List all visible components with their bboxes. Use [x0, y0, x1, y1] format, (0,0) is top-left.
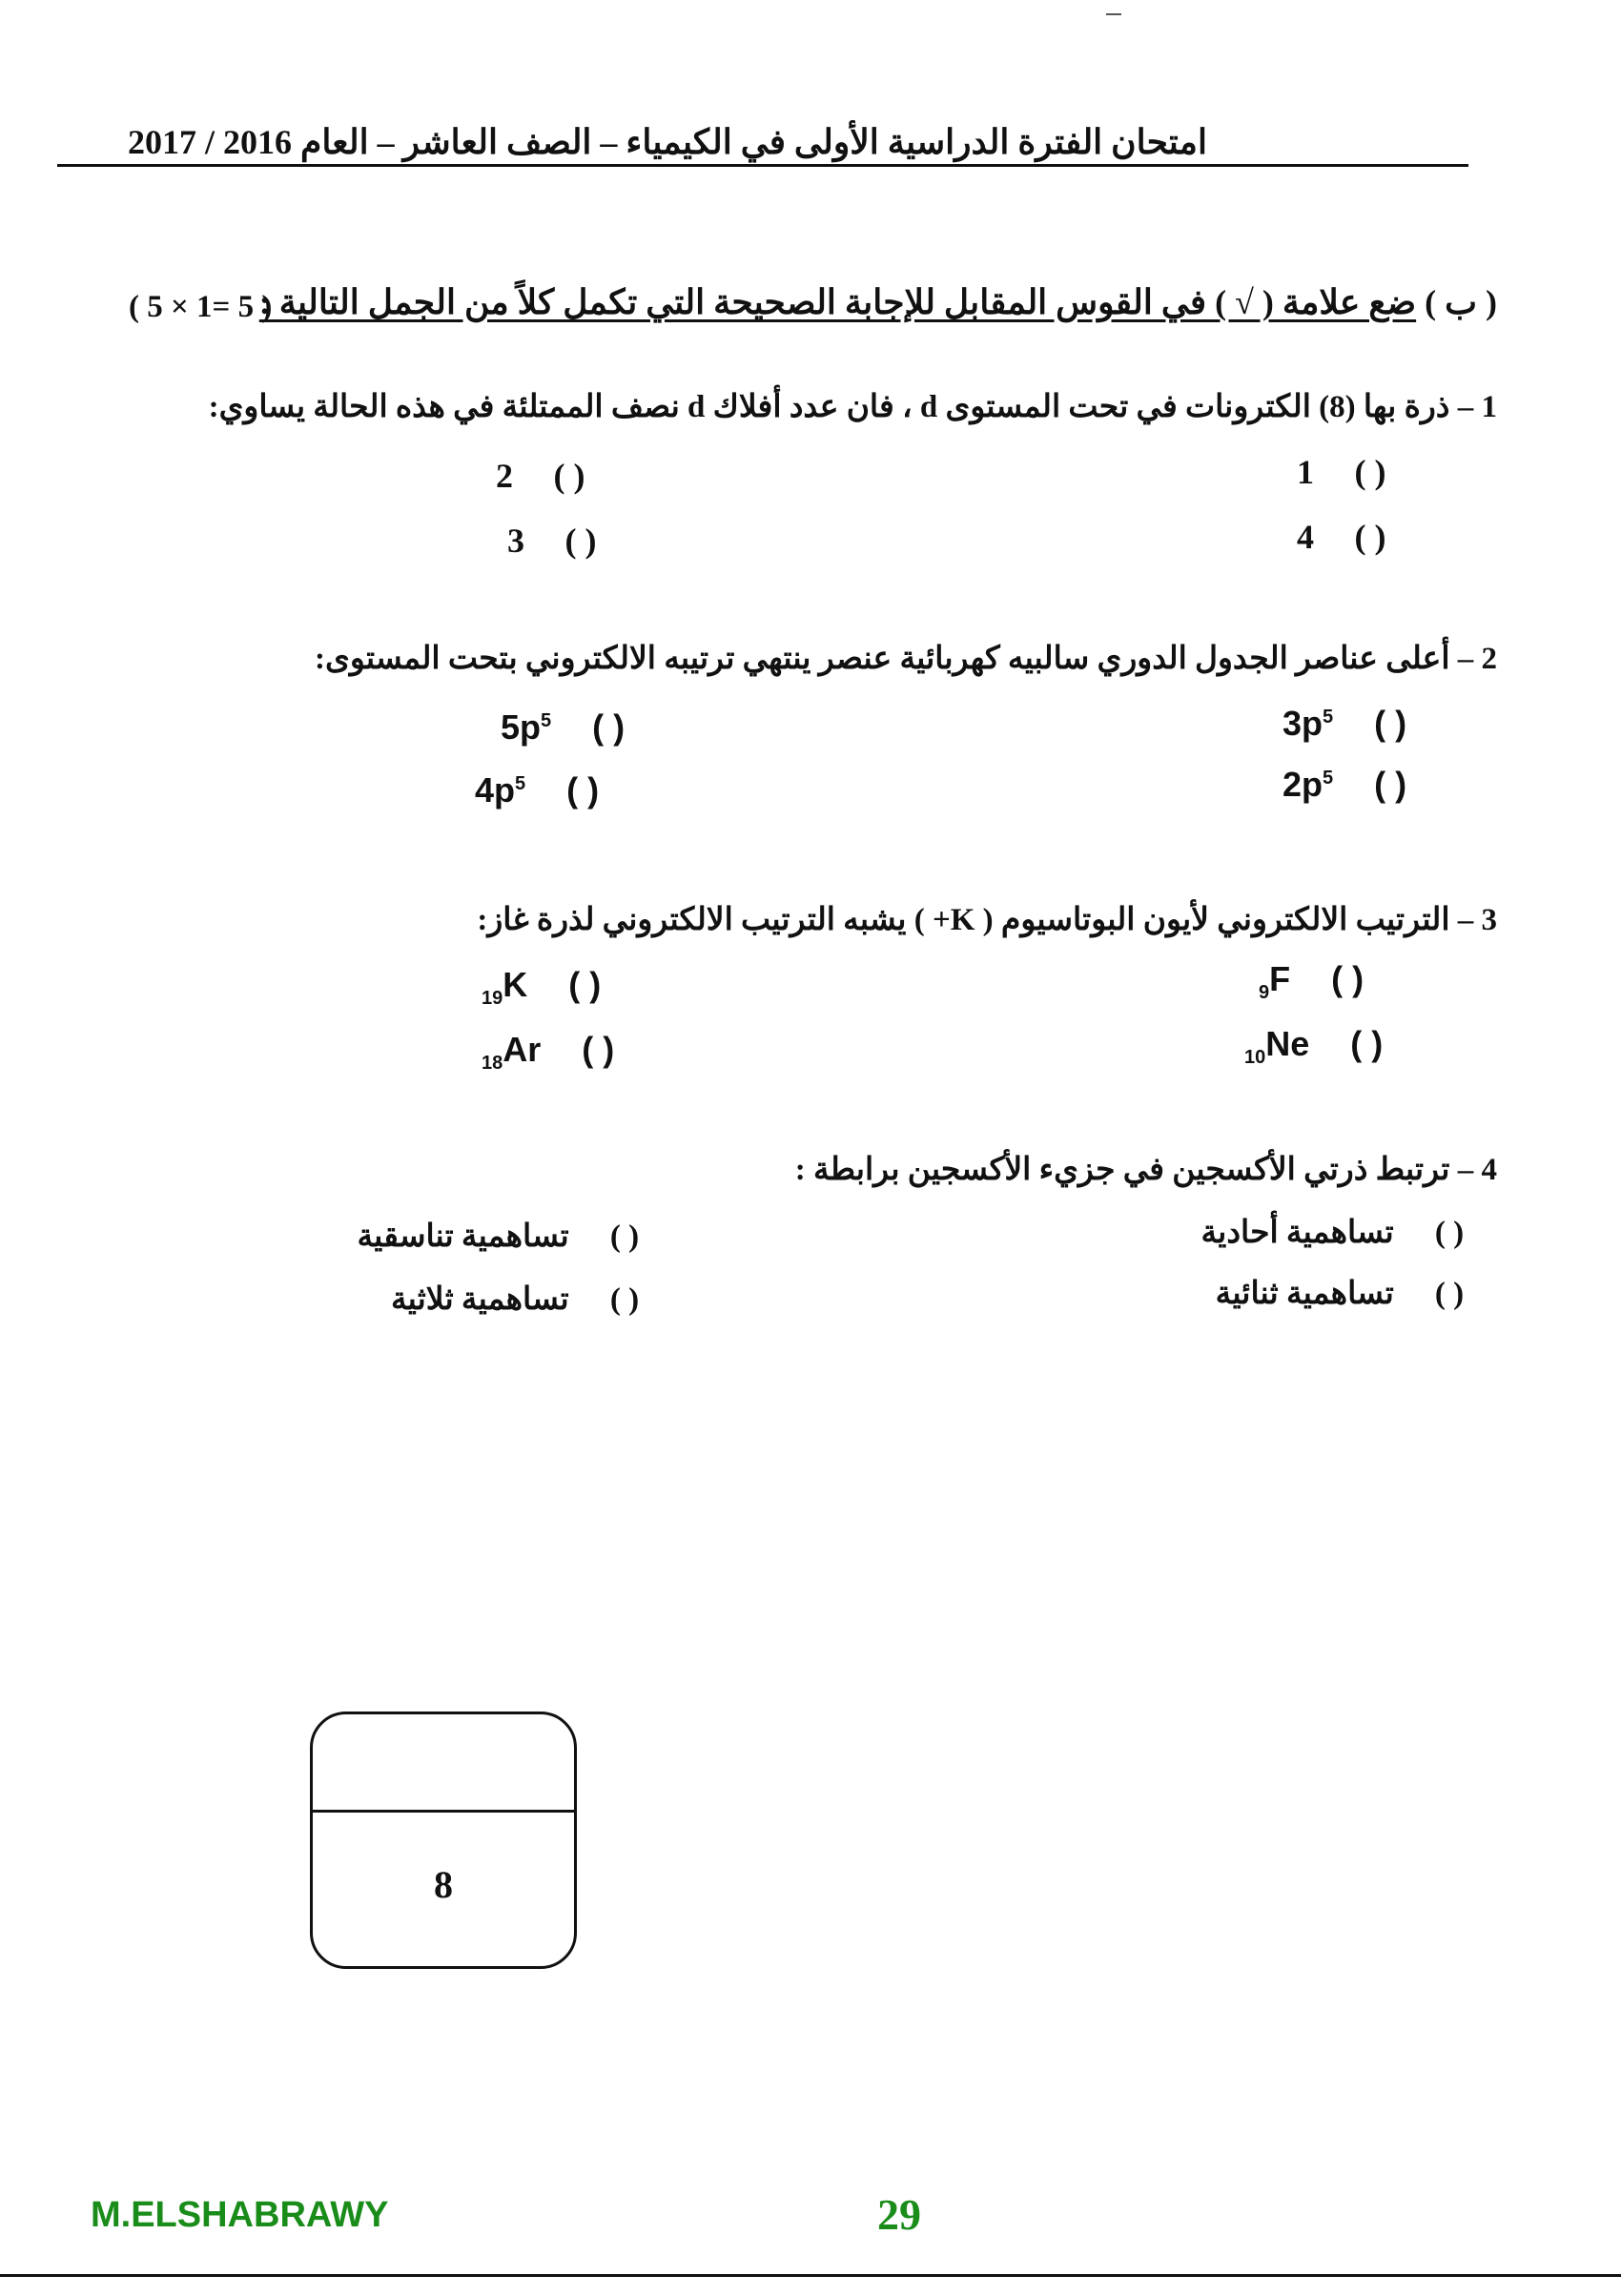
- answer-bracket: ( ): [1434, 1216, 1465, 1250]
- question-2: 2 – أعلى عناصر الجدول الدوري سالبيه كهربائية عنصر ينتهي ترتيبه الالكتروني بتحت المستوى:: [315, 642, 1497, 676]
- footer-divider: [0, 2274, 1621, 2277]
- question-1: 1 – ذرة بها (8) الكترونات في تحت المستوى d ، فان عدد أفلاك d نصف الممتلئة في هذه الحالة يساوي:: [208, 390, 1497, 424]
- section-marker: ( ب ): [1425, 283, 1497, 321]
- q1-option-2[interactable]: 2 ( ): [496, 456, 617, 496]
- answer-bracket: ( ): [609, 1220, 640, 1254]
- q3-option-K[interactable]: $_{19}$K ( ): [482, 965, 632, 1010]
- q2-option-2p5[interactable]: $2p^5$ ( ): [1282, 765, 1438, 805]
- answer-bracket: ( ): [1434, 1277, 1465, 1311]
- q3-option-F[interactable]: $_9$F ( ): [1259, 959, 1395, 1004]
- q4-option-coordinate[interactable]: ( ) تساهمية تناسقية: [357, 1217, 672, 1255]
- q1-option-4[interactable]: 4 ( ): [1297, 517, 1418, 557]
- exam-header-title: امتحان الفترة الدراسية الأولى في الكيمياء – الصف العاشر – العام 2016 / 2017: [128, 123, 1207, 161]
- q4-option-single[interactable]: ( ) تساهمية أحادية: [1200, 1213, 1497, 1251]
- answer-bracket: ( ): [568, 965, 602, 1004]
- score-box-total: 8: [434, 1863, 453, 1906]
- question-3: 3 – الترتيب الالكتروني لأيون البوتاسيوم ( K+ ) يشبه الترتيب الالكتروني لذرة غاز:: [477, 903, 1497, 937]
- q2-option-5p5[interactable]: $5p^5$ ( ): [501, 707, 656, 748]
- q3-option-Ar[interactable]: $_{18}$Ar ( ): [482, 1030, 646, 1075]
- answer-bracket: ( ): [592, 707, 626, 747]
- answer-bracket: ( ): [1354, 518, 1386, 556]
- answer-bracket: ( ): [1354, 453, 1386, 491]
- question-4: 4 – ترتبط ذرتي الأكسجين في جزيء الأكسجين برابطة :: [794, 1153, 1497, 1187]
- answer-bracket: ( ): [564, 522, 597, 560]
- answer-bracket: ( ): [553, 457, 585, 495]
- score-box: [310, 1712, 577, 1969]
- page-number: 29: [877, 2190, 921, 2239]
- q4-option-double[interactable]: ( ) تساهمية ثنائية: [1216, 1274, 1497, 1312]
- top-mark: [1106, 13, 1121, 15]
- author-name: M.ELSHABRAWY: [91, 2195, 389, 2235]
- answer-bracket: ( ): [1374, 704, 1407, 743]
- q2-option-3p5[interactable]: $3p^5$ ( ): [1282, 704, 1438, 744]
- answer-bracket: ( ): [582, 1030, 615, 1069]
- answer-bracket: ( ): [1350, 1024, 1384, 1063]
- score-box-divider: [313, 1810, 574, 1813]
- section-instruction-text: ضع علامة ( √ ) في القوس المقابل للإجابة الصحيحة التي تكمل كلاً من الجمل التالية :: [258, 283, 1417, 321]
- section-instruction: [259, 282, 1497, 322]
- header-divider: [57, 164, 1468, 167]
- answer-bracket: ( ): [1331, 959, 1365, 998]
- q1-option-1[interactable]: 1 ( ): [1297, 452, 1418, 492]
- section-score: ( 5 × 1= 5 ): [129, 290, 273, 324]
- q3-option-Ne[interactable]: $_{10}$Ne ( ): [1244, 1024, 1414, 1069]
- q4-option-triple[interactable]: ( ) تساهمية ثلاثية: [391, 1280, 672, 1318]
- q1-option-3[interactable]: 3 ( ): [507, 521, 628, 561]
- answer-bracket: ( ): [1374, 765, 1407, 804]
- q2-option-4p5[interactable]: $4p^5$ ( ): [475, 770, 630, 810]
- answer-bracket: ( ): [566, 770, 600, 810]
- answer-bracket: ( ): [609, 1282, 640, 1317]
